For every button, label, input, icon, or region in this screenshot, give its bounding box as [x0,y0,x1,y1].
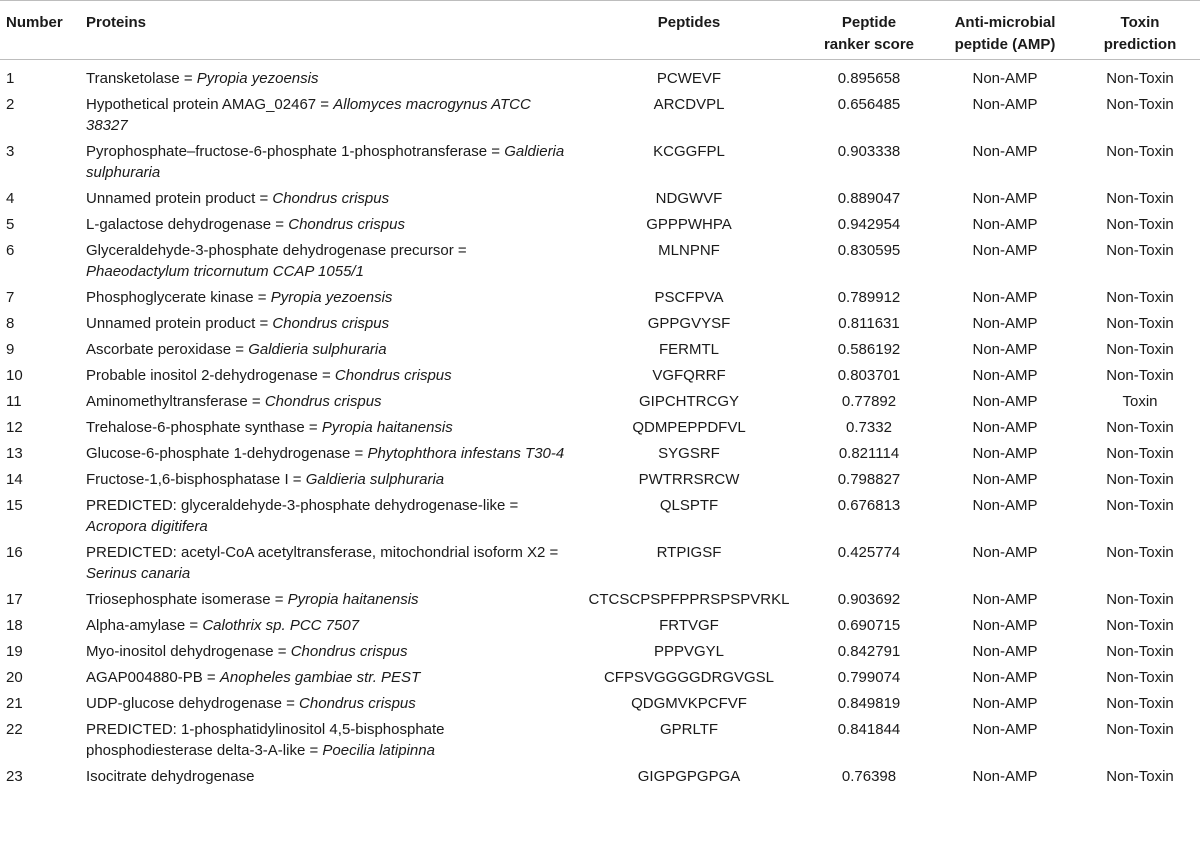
organism-name: Chondrus crispus [290,643,408,660]
row-peptide: GPPPWHPA [646,216,732,233]
table-row [0,612,1200,638]
protein-name: Pyrophosphate–fructose-6-phosphate 1-phosphotransferase = [86,143,505,160]
row-toxin: Non-Toxin [1106,617,1174,634]
row-peptide: CFPSVGGGGDRGVGSL [603,669,775,686]
protein-name: Triosephosphate isomerase = [86,591,288,608]
row-amp: Non-AMP [972,721,1038,738]
row-score: 0.77892 [841,393,897,410]
row-peptide: RTPIGSF [656,544,722,561]
table-row [0,690,1200,716]
protein-name: Ascorbate peroxidase = [86,341,249,358]
table-row [0,138,1200,185]
header-score [808,1,930,60]
protein-name: Probable inositol 2-dehydrogenase = [86,367,335,384]
row-protein [82,440,570,466]
row-score: 0.889047 [837,190,901,207]
protein-name: Trehalose-6-phosphate synthase = [86,419,322,436]
organism-name: Poecilia latipinna [322,742,435,759]
row-peptide: PSCFPVA [654,289,724,306]
row-amp: Non-AMP [972,445,1038,462]
row-number: 15 [6,497,23,514]
organism-name: Chondrus crispus [288,216,405,233]
row-number: 18 [6,617,23,634]
row-peptide: GPPGVYSF [647,315,731,332]
organism-name: Galdieria sulphuraria [248,341,387,358]
protein-name: Unnamed protein product = [86,190,273,207]
header-score-line2: ranker score [823,36,915,53]
row-score: 0.425774 [837,544,901,561]
row-amp: Non-AMP [972,289,1038,306]
table-row [0,414,1200,440]
header-amp-line2: peptide (AMP) [954,36,1056,53]
table-row [0,185,1200,211]
row-score: 0.811631 [838,315,900,332]
row-peptide: ARCDVPL [653,96,725,113]
table-row [0,211,1200,237]
row-amp: Non-AMP [972,643,1038,660]
header-peptides: Peptides [570,1,808,60]
row-amp: Non-AMP [972,216,1038,233]
row-score: 0.841844 [837,721,901,738]
table-row [0,237,1200,284]
row-score: 0.849819 [837,695,901,712]
row-score: 0.690715 [837,617,901,634]
row-toxin: Non-Toxin [1106,242,1174,259]
row-amp: Non-AMP [972,96,1038,113]
table-row [0,539,1200,586]
header-toxin [1080,1,1200,60]
row-score: 0.895658 [837,70,901,87]
row-amp: Non-AMP [972,190,1038,207]
row-number: 2 [6,96,15,113]
organism-name: Chondrus crispus [334,367,452,384]
table-row [0,716,1200,763]
organism-name: Pyropia yezoensis [270,289,393,306]
row-peptide: NDGWVF [655,190,723,207]
table-row [0,388,1200,414]
row-toxin: Non-Toxin [1106,70,1174,87]
organism-name: Acropora digitifera [86,518,208,535]
row-peptide: QLSPTF [659,497,719,514]
row-score: 0.842791 [837,643,901,660]
protein-name: Myo-inositol dehydrogenase = [86,643,291,660]
row-peptide: CTCSCPSPFPPRSPSPVRKL [588,591,790,608]
row-protein [82,638,570,664]
row-amp: Non-AMP [972,617,1038,634]
protein-name: Glucose-6-phosphate 1-dehydrogenase = [86,445,368,462]
row-number: 13 [6,445,23,462]
protein-name: Alpha-amylase = [86,617,203,634]
row-amp: Non-AMP [972,544,1038,561]
row-toxin: Non-Toxin [1106,190,1174,207]
protein-name: PREDICTED: 1-phosphatidylinositol 4,5-bisphosphate phosphodiesterase delta-3-A-like = [86,721,445,759]
row-score: 0.7332 [846,419,892,436]
organism-name: Galdieria sulphuraria [86,143,565,181]
protein-name: Isocitrate dehydrogenase [86,768,255,785]
row-peptide: PWTRRSRCW [638,471,740,488]
row-amp: Non-AMP [972,367,1038,384]
row-toxin: Non-Toxin [1106,669,1174,686]
protein-name: Unnamed protein product = [86,315,273,332]
table-body [0,60,1200,790]
row-protein [82,664,570,690]
row-protein [82,388,570,414]
row-toxin: Non-Toxin [1106,367,1174,384]
row-number: 23 [6,768,23,785]
row-number: 7 [6,289,15,306]
row-protein [82,60,570,92]
protein-name: Fructose-1,6-bisphosphatase I = [86,471,306,488]
row-amp: Non-AMP [972,393,1038,410]
row-toxin: Non-Toxin [1106,341,1174,358]
organism-name: Galdieria sulphuraria [305,471,445,488]
row-amp: Non-AMP [972,669,1038,686]
table-row [0,362,1200,388]
row-number: 22 [6,721,23,738]
row-score: 0.656485 [837,96,901,113]
row-amp: Non-AMP [972,315,1038,332]
protein-name: Phosphoglycerate kinase = [86,289,271,306]
row-peptide: FERMTL [659,341,719,358]
row-score: 0.798827 [837,471,901,488]
protein-name: UDP-glucose dehydrogenase = [86,695,300,712]
row-score: 0.789912 [837,289,901,306]
row-score: 0.903338 [837,143,901,160]
row-peptide: GIPCHTRCGY [638,393,739,410]
row-number: 3 [6,143,15,160]
table-row [0,60,1200,92]
row-number: 6 [6,242,15,259]
row-toxin: Non-Toxin [1106,445,1174,462]
row-protein [82,237,570,284]
row-number: 11 [6,393,22,410]
row-protein [82,362,570,388]
row-protein [82,612,570,638]
row-amp: Non-AMP [972,695,1038,712]
header-proteins: Proteins [82,1,570,60]
organism-name: Chondrus crispus [264,393,382,410]
row-protein [82,716,570,763]
row-number: 4 [6,190,15,207]
row-toxin: Non-Toxin [1106,768,1174,785]
row-protein [82,336,570,362]
organism-name: Pyropia yezoensis [196,70,319,87]
row-protein [82,414,570,440]
header-toxin-line1: Toxin [1120,14,1160,31]
organism-name: Chondrus crispus [299,695,416,712]
row-toxin: Non-Toxin [1106,643,1174,660]
row-number: 12 [6,419,23,436]
organism-name: Pyropia haitanensis [321,419,453,436]
organism-name: Phytophthora infestans T30-4 [367,445,565,462]
row-toxin: Non-Toxin [1106,315,1174,332]
organism-name: Serinus canaria [86,565,191,582]
table-row [0,336,1200,362]
table-row [0,586,1200,612]
table-row [0,492,1200,539]
organism-name: Chondrus crispus [272,315,390,332]
organism-name: Phaeodactylum tricornutum CCAP 1055/1 [86,263,364,280]
row-toxin: Non-Toxin [1106,695,1174,712]
row-protein [82,539,570,586]
row-score: 0.830595 [837,242,901,259]
row-amp: Non-AMP [972,419,1038,436]
row-protein [82,185,570,211]
header-toxin-line2: prediction [1103,36,1177,53]
row-toxin: Non-Toxin [1106,497,1174,514]
row-protein [82,466,570,492]
row-number: 21 [6,695,23,712]
protein-name: PREDICTED: acetyl-CoA acetyltransferase, mitochondrial isoform X2 = [86,544,559,561]
row-toxin: Non-Toxin [1106,721,1174,738]
row-peptide: GPRLTF [659,721,719,738]
row-amp: Non-AMP [972,341,1038,358]
table-row [0,638,1200,664]
protein-name: Hypothetical protein AMAG_02467 = [86,96,334,113]
organism-name: Pyropia haitanensis [287,591,419,608]
row-score: 0.903692 [837,591,901,608]
row-protein [82,586,570,612]
row-amp: Non-AMP [972,242,1038,259]
row-number: 9 [6,341,15,358]
row-score: 0.803701 [837,367,901,384]
row-peptide: QDGMVKPCFVF [631,695,747,712]
row-score: 0.799074 [837,669,901,686]
row-number: 17 [6,591,23,608]
row-toxin: Non-Toxin [1106,591,1174,608]
row-number: 14 [6,471,23,488]
row-protein [82,690,570,716]
row-score: 0.821114 [838,445,900,462]
row-toxin: Non-Toxin [1106,216,1174,233]
row-toxin: Non-Toxin [1106,544,1174,561]
row-peptide: VGFQRRF [652,367,726,384]
organism-name: Allomyces macrogynus ATCC 38327 [86,96,531,134]
row-peptide: GIGPGPGPGA [637,768,741,785]
header-amp [930,1,1080,60]
protein-name: Transketolase = [86,70,197,87]
header-number: Number [0,1,82,60]
row-peptide: PPPVGYL [653,643,725,660]
row-protein [82,492,570,539]
row-toxin: Non-Toxin [1106,143,1174,160]
row-peptide: PCWEVF [656,70,722,87]
row-protein [82,284,570,310]
row-toxin: Non-Toxin [1106,289,1174,306]
row-protein [82,310,570,336]
row-score: 0.942954 [837,216,901,233]
row-amp: Non-AMP [972,143,1038,160]
table-row [0,91,1200,138]
protein-name: Glyceraldehyde-3-phosphate dehydrogenase precursor = [86,242,467,259]
organism-name: Anopheles gambiae str. PEST [219,669,421,686]
organism-name: Chondrus crispus [272,190,390,207]
table-row [0,466,1200,492]
row-amp: Non-AMP [972,768,1038,785]
protein-name: AGAP004880-PB = [86,669,220,686]
row-number: 10 [6,367,23,384]
protein-name: Aminomethyltransferase = [86,393,265,410]
row-toxin: Non-Toxin [1106,96,1174,113]
protein-name: PREDICTED: glyceraldehyde-3-phosphate dehydrogenase-like = [86,497,519,514]
row-peptide: MLNPNF [658,242,720,259]
row-toxin: Non-Toxin [1106,471,1174,488]
table-row [0,440,1200,466]
table-row [0,763,1200,789]
row-number: 5 [6,216,15,233]
organism-name: Calothrix sp. PCC 7507 [202,617,360,634]
row-protein [82,91,570,138]
row-amp: Non-AMP [972,471,1038,488]
row-peptide: QDMPEPPDFVL [632,419,746,436]
row-score: 0.676813 [837,497,901,514]
row-score: 0.76398 [841,768,897,785]
protein-name: L-galactose dehydrogenase = [86,216,289,233]
row-number: 19 [6,643,23,660]
table-row [0,310,1200,336]
row-peptide: KCGGFPL [653,143,725,160]
header-amp-line1: Anti-microbial [954,14,1056,31]
row-number: 1 [6,70,15,87]
row-number: 20 [6,669,23,686]
row-toxin: Non-Toxin [1106,419,1174,436]
row-number: 8 [6,315,15,332]
table-row [0,664,1200,690]
row-protein [82,763,570,789]
row-protein [82,211,570,237]
row-protein [82,138,570,185]
row-amp: Non-AMP [972,591,1038,608]
row-peptide: SYGSRF [658,445,720,462]
table-row [0,284,1200,310]
row-toxin: Toxin [1122,393,1158,410]
row-amp: Non-AMP [972,497,1038,514]
row-peptide: FRTVGF [659,617,719,634]
row-amp: Non-AMP [972,70,1038,87]
header-row [0,1,1200,60]
row-score: 0.586192 [837,341,901,358]
header-score-line1: Peptide [841,14,897,31]
row-number: 16 [6,544,23,561]
